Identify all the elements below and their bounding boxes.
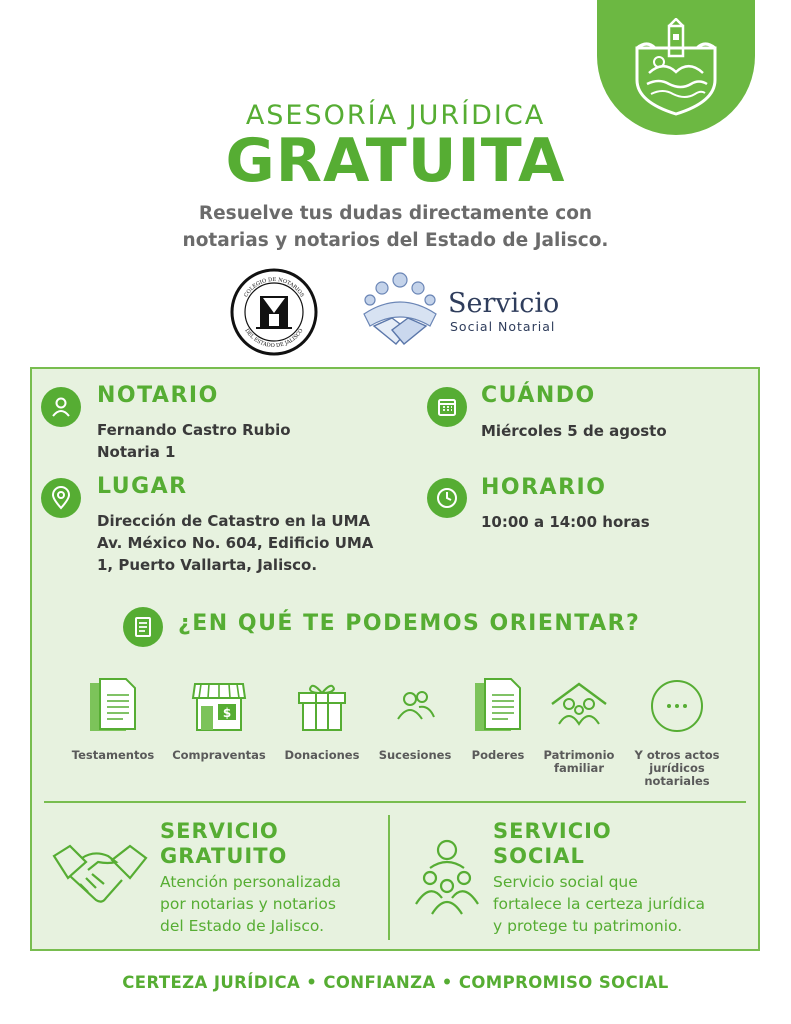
service-item-compraventas	[169, 675, 269, 762]
horario-hours: 10:00 a 14:00 horas	[481, 513, 650, 531]
lugar-address	[97, 510, 373, 576]
service-label-line: Y otros actos	[634, 748, 720, 762]
body-line: Servicio social que	[493, 873, 638, 891]
community-icon	[412, 838, 482, 922]
intro-text	[0, 200, 791, 254]
document-icon	[88, 677, 138, 735]
family-home-icon	[549, 680, 609, 732]
service-label: Poderes	[471, 748, 525, 762]
document-list-icon	[123, 607, 163, 647]
document-icon	[473, 677, 523, 735]
colegio-notarios-logo	[230, 268, 318, 360]
intro-line: Resuelve tus dudas directamente con	[198, 203, 593, 224]
headline: GRATUITA	[225, 126, 566, 196]
service-label: Testamentos	[71, 748, 155, 762]
notario-title: NOTARIO	[97, 383, 219, 408]
lugar-title: LUGAR	[97, 474, 188, 499]
title-line: GRATUITO	[160, 844, 288, 868]
seal-ring-text-top: COLEGIO DE NOTARIOS	[243, 276, 305, 299]
servicio-social-notarial-logo	[360, 268, 560, 358]
body-line: por notarias y notarios	[160, 895, 336, 913]
body-line: del Estado de Jalisco.	[160, 917, 325, 935]
svg-text:$: $	[222, 706, 232, 720]
horario-title: HORARIO	[481, 475, 607, 500]
storefront-icon	[191, 678, 247, 734]
service-label-line: notariales	[644, 774, 710, 788]
footer-tagline: CERTEZA JURÍDICA • CONFIANZA • COMPROMISO SOCIAL	[122, 973, 669, 992]
clock-icon	[427, 478, 467, 518]
servicio-logo-subword: Social Notarial	[450, 319, 556, 334]
service-label-multiline	[627, 749, 727, 788]
cuando-title: CUÁNDO	[481, 383, 596, 408]
intro-line: notarias y notarios del Estado de Jalisco.	[182, 230, 609, 251]
cuando-date: Miércoles 5 de agosto	[481, 422, 667, 440]
map-pin-icon	[41, 478, 81, 518]
address-line: Av. México No. 604, Edificio UMA	[97, 534, 374, 552]
title-line: SERVICIO	[160, 819, 279, 843]
service-label-multiline	[529, 749, 629, 775]
people-icon	[393, 687, 437, 725]
notario-details	[97, 419, 291, 463]
gift-icon	[296, 679, 348, 733]
service-label-line: Patrimonio	[543, 748, 615, 762]
orientation-title: ¿EN QUÉ TE PODEMOS ORIENTAR?	[178, 611, 641, 636]
service-item-testamentos	[63, 675, 163, 762]
servicio-social-title	[493, 819, 612, 869]
service-item-otros-actos	[627, 675, 727, 788]
service-item-patrimonio-familiar	[529, 675, 629, 775]
address-line: 1, Puerto Vallarta, Jalisco.	[97, 556, 318, 574]
service-label-line: familiar	[553, 761, 604, 775]
servicio-gratuito-body	[160, 871, 341, 937]
kicker-title: ASESORÍA JURÍDICA	[245, 100, 546, 131]
service-label-line: jurídicos	[649, 761, 705, 775]
service-label: Sucesiones	[378, 748, 452, 762]
notario-name: Fernando Castro Rubio	[97, 421, 291, 439]
section-divider	[44, 801, 746, 803]
notaria-number: Notaria 1	[97, 443, 176, 461]
column-divider	[388, 815, 390, 940]
address-line: Dirección de Catastro en la UMA	[97, 512, 371, 530]
calendar-icon	[427, 387, 467, 427]
handshake-icon	[52, 840, 148, 916]
servicio-gratuito-title	[160, 819, 287, 869]
handshake-people-logo-icon	[360, 268, 440, 354]
servicio-social-body	[493, 871, 705, 937]
body-line: fortalece la certeza jurídica	[493, 895, 706, 913]
user-icon	[41, 387, 81, 427]
servicio-logo-word: Servicio	[448, 288, 560, 319]
body-line: y protege tu patrimonio.	[493, 917, 683, 935]
service-item-donaciones	[272, 675, 372, 762]
title-line: SERVICIO	[493, 819, 612, 843]
body-line: Atención personalizada	[160, 873, 342, 891]
more-icon	[649, 678, 705, 734]
seal-ring-text-bottom: DEL ESTADO DE JALISCO	[243, 327, 305, 350]
title-line: SOCIAL	[493, 844, 585, 868]
service-label: Compraventas	[172, 748, 266, 762]
service-label: Donaciones	[284, 748, 360, 762]
